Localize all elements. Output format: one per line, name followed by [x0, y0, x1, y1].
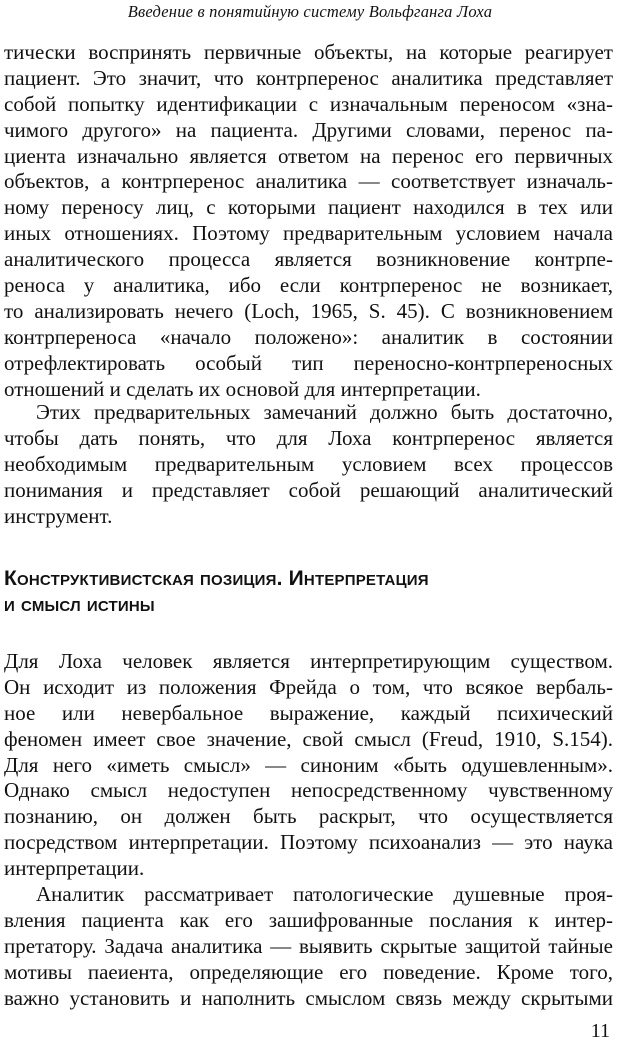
text-line: феномен имеет свое значение, свой смысл (Freud, 1910, S.154).: [4, 726, 613, 751]
text-line: аналитического процесса является возникновение контрпе-: [4, 247, 613, 272]
paragraph-3: [4, 649, 613, 882]
text-line: необходимым предварительным условием всех процессов: [4, 451, 613, 476]
running-head: Введение в понятийную систему Вольфганга Лоха: [127, 2, 493, 21]
text-line: Этих предварительных замечаний должно быть достаточно,: [36, 400, 613, 424]
text-line: тически воспринять первичные объекты, на которые реагирует: [4, 40, 613, 64]
text-line: ное или невербальное выражение, каждый психический: [4, 700, 613, 725]
text-line: ному переносу лиц, с которыми пациент находился в тех или: [4, 195, 613, 220]
text-line: реноса у аналитика, ибо если контрперенос не возникает,: [4, 273, 613, 298]
section-heading-line-1: Конструктивистская позиция. Интерпретация: [4, 567, 429, 590]
text-line: Однако смысл недоступен непосредственному чувственному: [4, 778, 613, 803]
text-line: чтобы дать понять, что для Лоха контрперенос является: [4, 425, 613, 450]
text-line: Он исходит из положения Фрейда о том, что всякое вербаль-: [4, 674, 613, 699]
paragraph-2: [4, 400, 613, 529]
text-line: мотивы паеиента, определяющие его поведение. Кроме того,: [4, 959, 613, 984]
text-line: отрефлектировать особый тип переносно-контрпереносных: [4, 350, 613, 375]
section-heading-line-2: и смысл истины: [4, 593, 155, 616]
text-line: интерпретации.: [4, 856, 145, 881]
text-line: познанию, он должен быть раскрыт, что осуществляется: [4, 804, 613, 829]
text-line: претатору. Задача аналитика — выявить скрытые защитой тайные: [4, 933, 613, 958]
text-line: посредством интерпретации. Поэтому психоанализ — это наука: [4, 830, 613, 855]
text-line: инструмент.: [4, 503, 113, 528]
text-line: циента изначально является ответом на перенос его первичных: [4, 143, 613, 168]
section-heading: [4, 566, 613, 618]
text-line: Для Лоха человек является интерпретирующим существом.: [4, 649, 613, 673]
text-line: важно установить и наполнить смыслом связь между скрытыми: [4, 985, 613, 1010]
paragraph-4: [4, 882, 613, 1011]
text-line: контрпереноса «начало положено»: аналитик в состоянии: [4, 324, 613, 349]
text-line: то анализировать нечего (Loch, 1965, S. 45). С возникновением: [4, 298, 613, 323]
text-line: собой попытку идентификации с изначальным переносом «зна-: [4, 91, 613, 116]
text-line: вления пациента как его зашифрованные послания к интер-: [4, 907, 613, 932]
text-line: иных отношениях. Поэтому предварительным условием начала: [4, 221, 613, 246]
text-line: пациент. Это значит, что контрперенос аналитика представляет: [4, 65, 613, 90]
text-line: Для него «иметь смысл» — синоним «быть одушевленным».: [4, 752, 613, 777]
text-line: чимого другого» на пациента. Другими словами, перенос па-: [4, 117, 613, 142]
page-number: 11: [590, 1020, 610, 1042]
paragraph-1: [4, 40, 613, 402]
text-line: Аналитик рассматривает патологические душевные проя-: [36, 882, 613, 906]
text-line: отношений и сделать их основой для интерпретации.: [4, 376, 481, 401]
text-line: объектов, а контрперенос аналитика — соответствует изначаль-: [4, 169, 613, 194]
text-line: понимания и представляет собой решающий аналитический: [4, 477, 613, 502]
